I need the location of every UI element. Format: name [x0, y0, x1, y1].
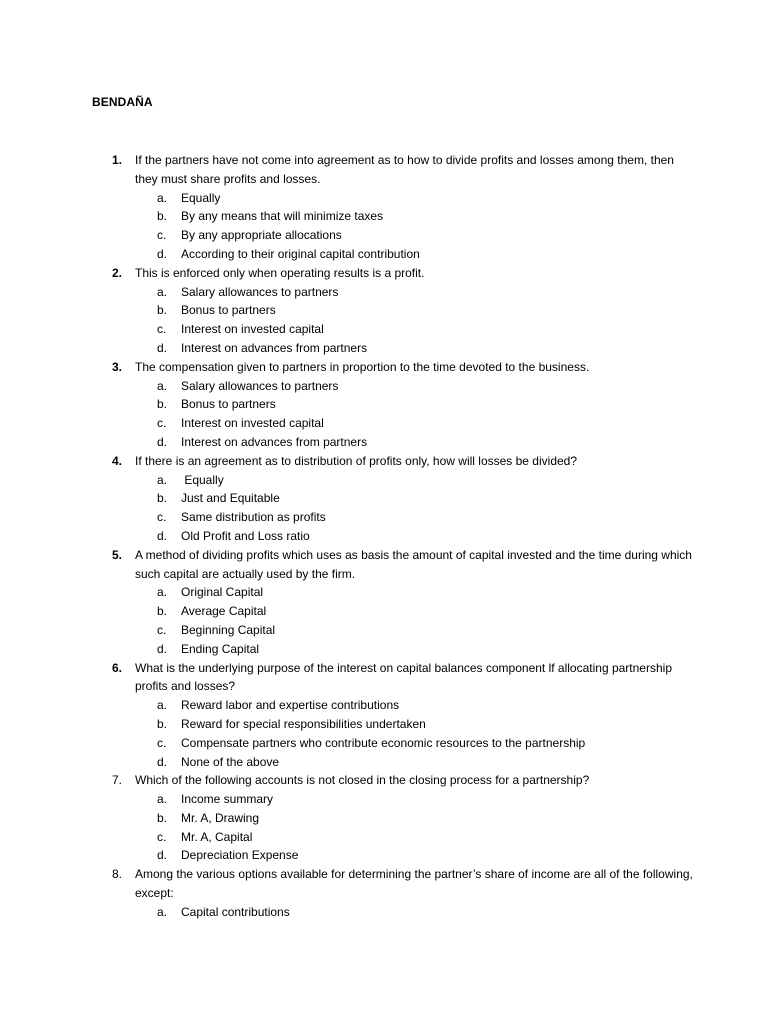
option-text: Interest on advances from partners [181, 434, 368, 449]
option-letter: b. [157, 491, 168, 506]
question-text: The compensation given to partners in proportion to the time devoted to the business. [135, 359, 590, 374]
option-letter: a. [157, 698, 168, 713]
option-letter: b. [157, 716, 168, 731]
option-letter: a. [157, 792, 168, 807]
option-text: Mr. A, Drawing [181, 810, 260, 825]
option-text: Reward labor and expertise contributions [181, 698, 400, 713]
option-list [0, 471, 768, 546]
option-text: Original Capital [181, 585, 264, 600]
option-item [0, 207, 768, 226]
option-letter: b. [157, 604, 168, 619]
option-text: None of the above [181, 754, 280, 769]
option-list [0, 583, 768, 658]
question-2 [0, 264, 768, 358]
option-item [0, 189, 768, 208]
option-item [0, 583, 768, 602]
option-letter: c. [157, 416, 167, 431]
option-text: Bonus to partners [181, 397, 276, 412]
option-item [0, 621, 768, 640]
question-8 [0, 865, 768, 921]
option-item [0, 809, 768, 828]
option-letter: a. [157, 378, 168, 393]
option-text: Interest on advances from partners [181, 340, 368, 355]
option-text: Equally [181, 472, 224, 487]
option-text: Income summary [181, 792, 274, 807]
option-letter: b. [157, 810, 168, 825]
option-letter: d. [157, 528, 168, 543]
option-text: By any means that will minimize taxes [181, 209, 384, 224]
question-number: 6. [112, 660, 123, 675]
question-number: 5. [112, 547, 123, 562]
option-item [0, 734, 768, 753]
option-item [0, 508, 768, 527]
option-item [0, 471, 768, 490]
option-letter: c. [157, 735, 167, 750]
question-list [0, 151, 768, 922]
option-list [0, 696, 768, 771]
option-letter: a. [157, 585, 168, 600]
option-item [0, 602, 768, 621]
option-item [0, 715, 768, 734]
option-item [0, 696, 768, 715]
option-item [0, 489, 768, 508]
option-letter: c. [157, 510, 167, 525]
question-number: 1. [112, 153, 123, 167]
option-letter: a. [157, 904, 168, 919]
question-text: A method of dividing profits which uses as basis the amount of capital invested and the time during which such capital are actually used by the firm. [135, 547, 692, 581]
option-item [0, 433, 768, 452]
option-item [0, 395, 768, 414]
question-6 [0, 659, 768, 772]
question-number: 2. [112, 265, 123, 280]
question-text: Among the various options available for determining the partner’s share of income are all of the following, except: [135, 867, 693, 901]
option-text: Ending Capital [181, 641, 260, 656]
option-text: Interest on invested capital [181, 416, 324, 431]
option-text: Capital contributions [181, 904, 290, 919]
option-item [0, 226, 768, 245]
option-list [0, 283, 768, 358]
question-text: What is the underlying purpose of the interest on capital balances component lf allocating partnership profits and losses? [135, 660, 672, 694]
option-text: Same distribution as profits [181, 510, 326, 525]
option-letter: d. [157, 754, 168, 769]
option-item [0, 753, 768, 772]
question-number: 7. [112, 773, 123, 788]
option-item [0, 245, 768, 264]
question-1 [0, 151, 768, 264]
option-text: Equally [181, 190, 221, 205]
option-text: Depreciation Expense [181, 848, 299, 863]
option-item [0, 283, 768, 302]
option-item [0, 339, 768, 358]
option-letter: c. [157, 228, 167, 243]
question-3 [0, 358, 768, 452]
option-letter: c. [157, 829, 167, 844]
option-letter: d. [157, 641, 168, 656]
question-text: This is enforced only when operating results is a profit. [135, 265, 425, 280]
option-text: According to their original capital contribution [181, 246, 420, 261]
option-letter: a. [157, 472, 168, 487]
option-text: Compensate partners who contribute economic resources to the partnership [181, 735, 586, 750]
option-letter: b. [157, 209, 168, 224]
option-list [0, 377, 768, 452]
option-text: Bonus to partners [181, 303, 276, 318]
option-item [0, 790, 768, 809]
option-letter: b. [157, 303, 168, 318]
question-number: 8. [112, 867, 123, 882]
question-4 [0, 452, 768, 546]
option-letter: a. [157, 190, 168, 205]
option-letter: d. [157, 340, 168, 355]
question-number: 4. [112, 453, 123, 468]
option-text: By any appropriate allocations [181, 228, 342, 243]
option-letter: a. [157, 284, 168, 299]
option-item [0, 640, 768, 659]
option-item [0, 828, 768, 847]
question-number: 3. [112, 359, 123, 374]
option-text: Average Capital [181, 604, 267, 619]
option-item [0, 377, 768, 396]
question-text: Which of the following accounts is not closed in the closing process for a partnership? [135, 773, 590, 788]
question-7 [0, 771, 768, 865]
option-list [0, 903, 768, 922]
option-text: Beginning Capital [181, 622, 276, 637]
option-item [0, 414, 768, 433]
option-item [0, 846, 768, 865]
option-list [0, 189, 768, 264]
option-letter: d. [157, 246, 168, 261]
option-text: Salary allowances to partners [181, 378, 339, 393]
option-text: Salary allowances to partners [181, 284, 339, 299]
option-letter: d. [157, 848, 168, 863]
option-item [0, 903, 768, 922]
question-text: If the partners have not come into agreement as to how to divide profits and losses among them, then they must share profits and losses. [135, 153, 674, 186]
option-text: Mr. A, Capital [181, 829, 253, 844]
option-letter: c. [157, 322, 167, 337]
option-text: Reward for special responsibilities undertaken [181, 716, 426, 731]
option-item [0, 301, 768, 320]
question-5 [0, 546, 768, 659]
option-letter: b. [157, 397, 168, 412]
question-text: If there is an agreement as to distribution of profits only, how will losses be divided? [135, 453, 578, 468]
option-item [0, 320, 768, 339]
option-item [0, 527, 768, 546]
option-text: Old Profit and Loss ratio [181, 528, 310, 543]
document-title: BENDAÑA [92, 95, 153, 109]
option-list [0, 790, 768, 865]
option-text: Just and Equitable [181, 491, 280, 506]
option-text: Interest on invested capital [181, 322, 324, 337]
option-letter: c. [157, 622, 167, 637]
option-letter: d. [157, 434, 168, 449]
